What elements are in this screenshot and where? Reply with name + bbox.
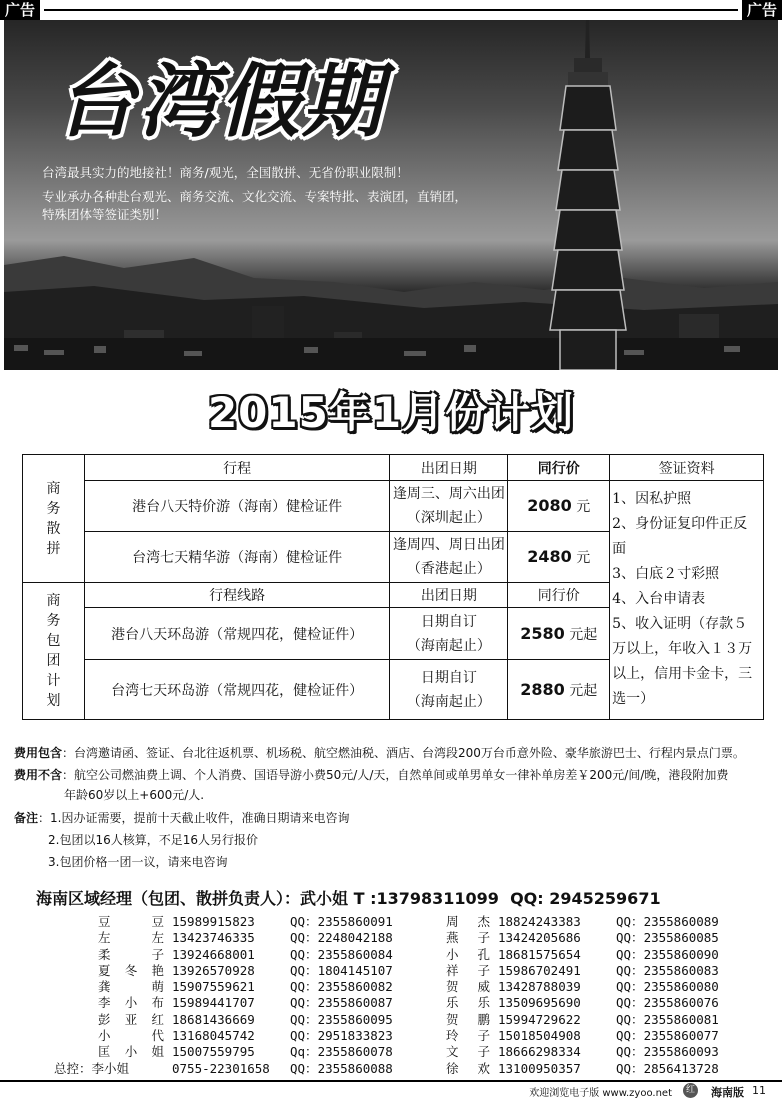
list-item: 龚 萌 15907559621 QQ：2355860082 [98, 979, 393, 995]
table-row [23, 481, 764, 532]
footer-website: 欢迎浏览电子版 www.zyoo.net [529, 1088, 672, 1099]
hero-tagline-2: 专业承办各种赴台观光、商务交流、文化交流、专案特批、表演团，直销团， [42, 189, 468, 204]
page-footer [0, 1080, 782, 1100]
price-cell: 2480 元 [508, 532, 610, 583]
date-cell: 逢周三、周六出团 （深圳起止） [390, 481, 508, 532]
date-cell: 日期自订 （海南起止） [390, 608, 508, 660]
header-price: 同行价 [508, 455, 610, 481]
hero-title: 台湾假期 [56, 55, 384, 148]
section-label-group: 商务包团计划 [23, 583, 85, 720]
plan-title: 2015年1月份计划 [207, 388, 575, 437]
list-item: 柔 子 13924668001 QQ：2355860084 [98, 946, 393, 962]
fee-excluded-2: 年龄60岁以上+600元/人. [64, 788, 205, 802]
route-cell: 港台八天特价游（海南）健检证件 [84, 481, 390, 532]
list-item: 燕 子 13424205686 QQ：2355860085 [446, 930, 719, 946]
page-number: 11 [752, 1084, 766, 1097]
total-contact: 总控：李小姐 0755-22301658 QQ：2355860088 [54, 1060, 393, 1076]
hero-banner [4, 20, 778, 370]
list-item: 匡小姐 15007559795 Qq：2355860078 [98, 1044, 393, 1060]
list-item: 彭亚红 18681436669 QQ：2355860095 [98, 1011, 393, 1027]
list-item: 玲 子 15018504908 QQ：2355860077 [446, 1028, 719, 1044]
header-date: 出团日期 [390, 455, 508, 481]
regional-manager: 海南区域经理（包团、散拼负责人）：武小姐 T :13798311099 QQ: 2945259671 [36, 889, 661, 908]
list-item: 祥 子 15986702491 QQ：2355860083 [446, 962, 719, 978]
ad-tag-right: 广告 [742, 0, 782, 20]
hero-tagline-3: 特殊团体等签证类别！ [42, 207, 168, 222]
price-cell: 2580 元起 [508, 608, 610, 660]
section-label-scattered: 商务散拼 [23, 455, 85, 583]
route-cell: 台湾七天环岛游（常规四花，健检证件） [84, 660, 390, 720]
list-item: 贺 鹏 15994729622 QQ：2355860081 [446, 1011, 719, 1027]
header-route: 行程 [84, 455, 390, 481]
price-cell: 2880 元起 [508, 660, 610, 720]
remark-2: 2.包团以16人核算，不足16人另行报价 [48, 833, 258, 847]
list-item: 小 代 13168045742 QQ：2951833823 [98, 1028, 393, 1044]
list-item: 乐 乐 13509695690 QQ：2355860076 [446, 995, 719, 1011]
edition-label: 海南版 [711, 1086, 744, 1099]
list-item: 左 左 13423746335 QQ：2248042188 [98, 930, 393, 946]
visa-requirements: 1、因私护照 2、身份证复印件正反面 3、白底２寸彩照 4、入台申请表 5、收入证明（存款５万以上，年收入１３万以上，信用卡金卡，三选一） [610, 481, 764, 720]
route-cell: 台湾七天精华游（海南）健检证件 [84, 532, 390, 583]
fee-excluded: 费用不含：航空公司燃油费上调、个人消费、国语导游小费50元/人/天，自然单间或单男单女一律补单房差￥200元/间/晚，港段附加费 [14, 768, 729, 782]
header-date: 出团日期 [390, 583, 508, 608]
contact-list-right [446, 914, 719, 1077]
itinerary-table [22, 454, 764, 720]
ad-tag-left: 广告 [0, 0, 40, 20]
newspaper-logo-icon: 红 [683, 1083, 698, 1098]
list-item: 夏冬艳 13926570928 QQ：1804145107 [98, 962, 393, 978]
list-item: 周 杰 18824243383 QQ：2355860089 [446, 914, 719, 929]
remark-1: 备注：1.因办证需要，提前十天截止收件，准确日期请来电咨询 [14, 811, 350, 825]
header-route-line: 行程线路 [84, 583, 390, 608]
fee-included: 费用包含：台湾邀请函、签证、台北往返机票、机场税、航空燃油税、酒店、台湾段200万台币意外险、豪华旅游巴士、行程内景点门票。 [14, 746, 745, 760]
date-cell: 日期自订 （海南起止） [390, 660, 508, 720]
list-item: 徐 欢 13100950357 QQ：2856413728 [446, 1060, 719, 1076]
route-cell: 港台八天环岛游（常规四花，健检证件） [84, 608, 390, 660]
footer-rule [0, 1080, 782, 1082]
price-cell: 2080 元 [508, 481, 610, 532]
remark-3: 3.包团价格一团一议，请来电咨询 [48, 855, 228, 869]
header-price: 同行价 [508, 583, 610, 608]
list-item: 贺 威 13428788039 QQ：2355860080 [446, 979, 719, 995]
list-item: 李小布 15989441707 QQ：2355860087 [98, 995, 393, 1011]
list-item: 小 孔 18681575654 QQ：2355860090 [446, 946, 719, 962]
header-visa: 签证资料 [610, 455, 764, 481]
list-item: 文 子 18666298334 QQ：2355860093 [446, 1044, 719, 1060]
top-rule [44, 9, 738, 11]
list-item: 豆 豆 15989915823 QQ：2355860091 [98, 914, 393, 929]
date-cell: 逢周四、周日出团 （香港起止） [390, 532, 508, 583]
hero-tagline-1: 台湾最具实力的地接社！商务/观光，全国散拼、无省份职业限制！ [42, 165, 409, 180]
contact-list-left [54, 914, 393, 1077]
